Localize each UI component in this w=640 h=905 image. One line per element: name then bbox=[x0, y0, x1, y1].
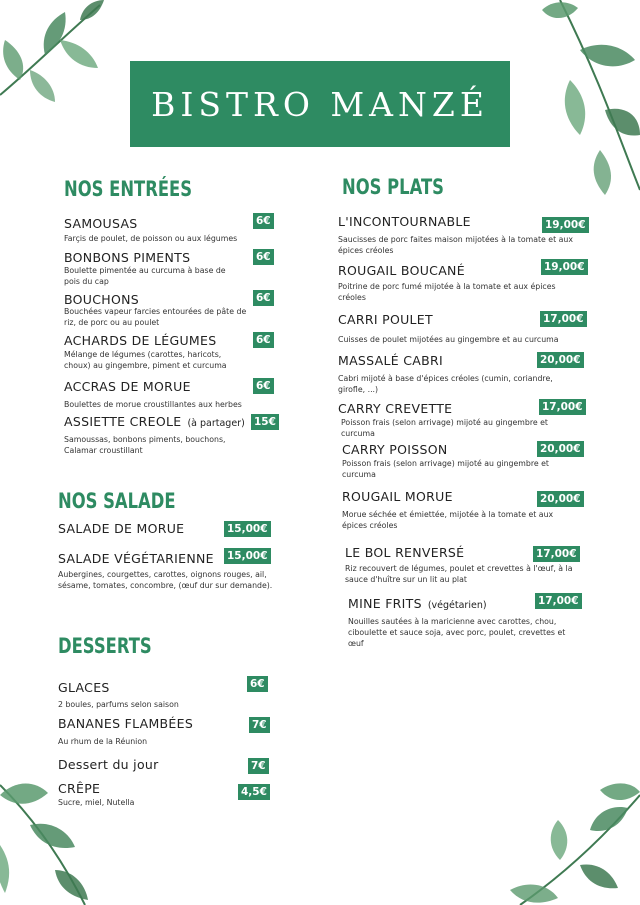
item-name: CRÊPE bbox=[58, 781, 101, 796]
item-price: 7€ bbox=[248, 758, 269, 774]
item-price: 6€ bbox=[247, 676, 268, 692]
restaurant-title: BISTRO MANZÉ bbox=[151, 84, 489, 124]
item-description: Riz recouvert de légumes, poulet et crevettes à l'œuf, à la sauce d'huître sur un lit au plat bbox=[345, 564, 573, 584]
item-price: 17,00€ bbox=[533, 546, 580, 562]
item-price: 20,00€ bbox=[537, 441, 584, 457]
item-price: 6€ bbox=[253, 378, 274, 394]
item-name: ASSIETTE CREOLE (à partager) bbox=[64, 414, 245, 429]
item-price: 6€ bbox=[253, 290, 274, 306]
item-description: Sucre, miel, Nutella bbox=[58, 798, 135, 807]
item-name: SALADE VÉGÉTARIENNE bbox=[58, 551, 214, 566]
item-price: 6€ bbox=[253, 213, 274, 229]
section-heading-salade: NOS SALADE bbox=[58, 489, 176, 513]
item-price: 17,00€ bbox=[539, 399, 586, 415]
leaf-decoration-top-left-icon bbox=[0, 0, 110, 110]
leaf-decoration-top-right-icon bbox=[530, 0, 640, 200]
item-name: ROUGAIL BOUCANÉ bbox=[338, 263, 465, 278]
item-price: 15,00€ bbox=[224, 548, 271, 564]
item-name: ROUGAIL MORUE bbox=[342, 489, 453, 504]
item-description: Poisson frais (selon arrivage) mijoté au gingembre et curcuma bbox=[342, 459, 549, 479]
item-name: BONBONS PIMENTS bbox=[64, 250, 191, 265]
item-name: ACHARDS DE LÉGUMES bbox=[64, 333, 217, 348]
item-name: Dessert du jour bbox=[58, 757, 159, 772]
item-description: Aubergines, courgettes, carottes, oignons rouges, ail, sésame, tomates, concombre, (œuf dur sur demande). bbox=[58, 570, 273, 590]
item-description: Saucisses de porc faites maison mijotées à la tomate et aux épices créoles bbox=[338, 235, 573, 255]
item-price: 20,00€ bbox=[537, 352, 584, 368]
item-description: Poisson frais (selon arrivage) mijoté au gingembre et curcuma bbox=[341, 418, 548, 438]
item-name: L'INCONTOURNABLE bbox=[338, 214, 471, 229]
item-price: 6€ bbox=[253, 249, 274, 265]
item-name: MASSALÉ CABRI bbox=[338, 353, 443, 368]
item-note: (végétarien) bbox=[427, 600, 487, 611]
item-name: CARRY POISSON bbox=[342, 442, 448, 457]
item-description: Nouilles sautées à la maricienne avec carottes, chou, ciboulette et sauce soja, avec porc, poulet, crevettes et œuf bbox=[348, 617, 566, 648]
item-description: Boulette pimentée au curcuma à base de pois du cap bbox=[64, 266, 226, 286]
item-name: MINE FRITS (végétarien) bbox=[348, 596, 487, 611]
section-heading-desserts: DESSERTS bbox=[58, 634, 152, 658]
item-price: 19,00€ bbox=[542, 217, 589, 233]
section-heading-plats: NOS PLATS bbox=[342, 175, 444, 199]
item-description: Farçis de poulet, de poisson ou aux légumes bbox=[64, 234, 238, 243]
item-description: Cuisses de poulet mijotées au gingembre et au curcuma bbox=[338, 335, 559, 344]
item-description: Bouchées vapeur farcies entourées de pâte de riz, de porc ou au poulet bbox=[64, 307, 247, 327]
item-description: Au rhum de la Réunion bbox=[58, 737, 148, 746]
item-name: CARRY CREVETTE bbox=[338, 401, 453, 416]
item-name: CARRI POULET bbox=[338, 312, 433, 327]
item-price: 19,00€ bbox=[541, 259, 588, 275]
item-description: Poitrine de porc fumé mijotée à la tomate et aux épices créoles bbox=[338, 282, 556, 302]
leaf-decoration-bottom-right-icon bbox=[500, 780, 640, 905]
title-banner bbox=[130, 61, 510, 147]
item-price: 15,00€ bbox=[224, 521, 271, 537]
item-price: 17,00€ bbox=[535, 593, 582, 609]
item-description: Samoussas, bonbons piments, bouchons, Calamar croustillant bbox=[64, 435, 226, 455]
section-heading-entrees: NOS ENTRÉES bbox=[64, 177, 192, 201]
item-description: Mélange de légumes (carottes, haricots, choux) au gingembre, piment et curcuma bbox=[64, 350, 227, 370]
item-name: BOUCHONS bbox=[64, 292, 139, 307]
item-price: 15€ bbox=[251, 414, 279, 430]
item-description: Morue séchée et émiettée, mijotée à la tomate et aux épices créoles bbox=[342, 510, 554, 530]
item-price: 6€ bbox=[253, 332, 274, 348]
item-description: Boulettes de morue croustillantes aux herbes bbox=[64, 400, 242, 409]
item-description: 2 boules, parfums selon saison bbox=[58, 700, 179, 709]
item-name: GLACES bbox=[58, 680, 110, 695]
item-price: 17,00€ bbox=[540, 311, 587, 327]
item-price: 4,5€ bbox=[238, 784, 270, 800]
item-name: ACCRAS DE MORUE bbox=[64, 379, 191, 394]
item-note: (à partager) bbox=[187, 418, 245, 429]
item-name: LE BOL RENVERSÉ bbox=[345, 545, 465, 560]
item-name: SALADE DE MORUE bbox=[58, 521, 185, 536]
item-name: SAMOUSAS bbox=[64, 216, 138, 231]
item-description: Cabri mijoté à base d'épices créoles (cumin, coriandre, girofle, ...) bbox=[338, 374, 553, 394]
item-price: 7€ bbox=[249, 717, 270, 733]
item-price: 20,00€ bbox=[537, 491, 584, 507]
item-name: BANANES FLAMBÉES bbox=[58, 716, 194, 731]
